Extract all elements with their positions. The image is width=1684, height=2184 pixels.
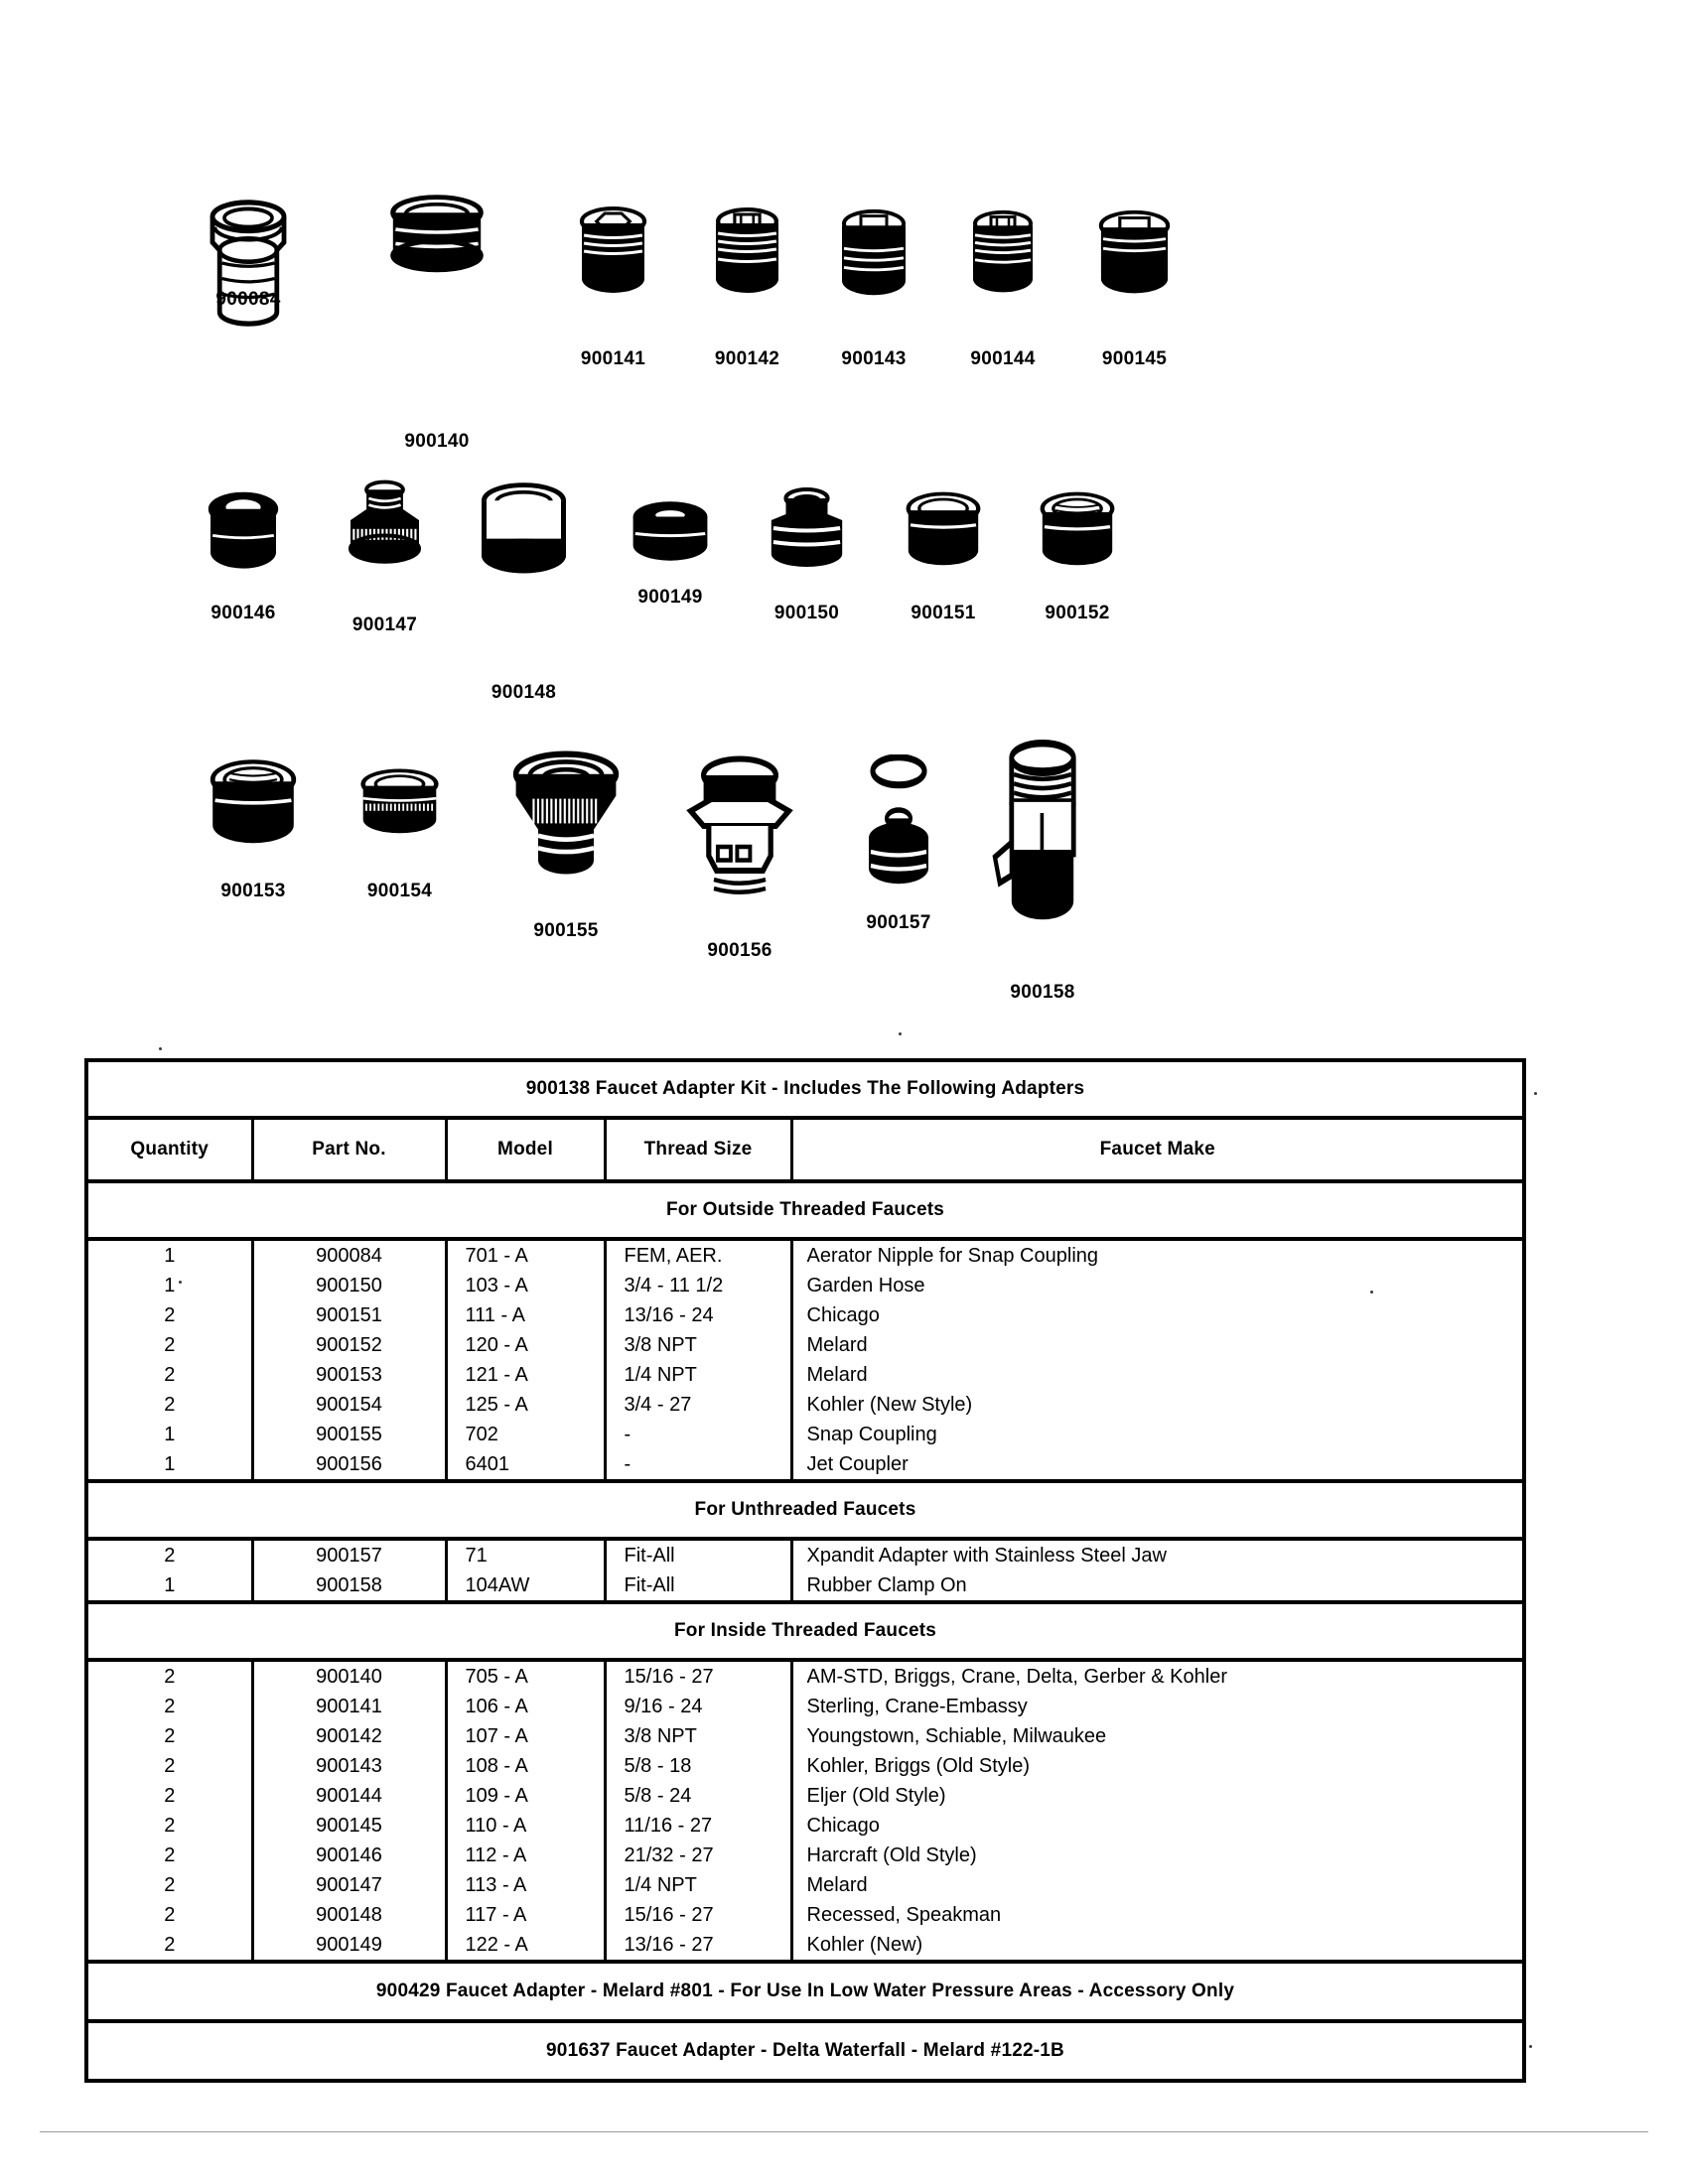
table-row: Sterling, Crane-Embassy bbox=[806, 1696, 1028, 1717]
tall-sleeve-with-washer-icon bbox=[462, 481, 586, 601]
part-number-label-900141: 900141 bbox=[580, 348, 646, 369]
part-number-label-900149: 900149 bbox=[637, 587, 703, 608]
column-header-faucet-make: Faucet Make bbox=[791, 1118, 1522, 1181]
table-row: 1 bbox=[164, 1574, 176, 1596]
table-row: Snap Coupling bbox=[806, 1424, 937, 1445]
wide-socket-adapter-icon bbox=[1082, 206, 1187, 302]
table-row: 109 - A bbox=[465, 1785, 528, 1807]
table-row: 900141 bbox=[316, 1696, 382, 1717]
table-row: Harcraft (Old Style) bbox=[806, 1844, 977, 1866]
column-cells-part-no bbox=[252, 1660, 446, 1962]
table-row: 2 bbox=[164, 1545, 176, 1567]
table-row: Aerator Nipple for Snap Coupling bbox=[806, 1245, 1099, 1267]
part-figure-900157 bbox=[849, 754, 948, 893]
parts-specification-table bbox=[84, 1058, 1526, 2083]
table-row: 2 bbox=[164, 1815, 176, 1837]
table-row: 900153 bbox=[316, 1364, 382, 1386]
scan-edge-artifact bbox=[40, 2131, 1648, 2132]
footer-note-1: 900429 Faucet Adapter - Melard #801 - For Use In Low Water Pressure Areas - Accessory Only bbox=[88, 1962, 1522, 2021]
section-heading: For Unthreaded Faucets bbox=[88, 1481, 1522, 1539]
part-figure-900155 bbox=[496, 750, 635, 903]
table-row: Melard bbox=[806, 1334, 868, 1356]
table-row: 9/16 - 24 bbox=[624, 1696, 703, 1717]
table-row: Kohler, Briggs (Old Style) bbox=[806, 1755, 1031, 1777]
table-row: FEM, AER. bbox=[624, 1245, 723, 1267]
table-row: 705 - A bbox=[465, 1666, 528, 1688]
part-figure-900150 bbox=[755, 484, 859, 584]
part-figure-900154 bbox=[343, 764, 457, 854]
column-cells-model bbox=[446, 1660, 605, 1962]
xpandit-adapter-with-oring-icon bbox=[849, 754, 948, 893]
table-row: Garden Hose bbox=[806, 1275, 925, 1297]
table-row: 900154 bbox=[316, 1394, 382, 1416]
table-row: 2 bbox=[164, 1666, 176, 1688]
part-figure-900142 bbox=[695, 204, 799, 303]
table-row: 111 - A bbox=[465, 1304, 525, 1326]
table-row: 2 bbox=[164, 1934, 176, 1956]
flat-ring-adapter-icon bbox=[616, 491, 725, 576]
table-row: 900146 bbox=[316, 1844, 382, 1866]
part-figure-900140 bbox=[372, 194, 501, 313]
section-rows-block bbox=[88, 1239, 1522, 1481]
part-number-label-900150: 900150 bbox=[773, 603, 840, 623]
table-row: 3/8 NPT bbox=[624, 1334, 697, 1356]
table-row: Melard bbox=[806, 1874, 868, 1896]
section-rows-block bbox=[88, 1660, 1522, 1962]
table-row: 5/8 - 24 bbox=[624, 1785, 692, 1807]
table-row: 15/16 - 27 bbox=[624, 1666, 714, 1688]
table-row: Chicago bbox=[806, 1304, 880, 1326]
column-cells-faucet-make bbox=[791, 1239, 1522, 1481]
part-figure-900158 bbox=[983, 740, 1102, 923]
table-row: 1 bbox=[164, 1275, 176, 1297]
table-row: 122 - A bbox=[465, 1934, 528, 1956]
table-row: - bbox=[624, 1424, 632, 1445]
part-number-label-900158: 900158 bbox=[1010, 982, 1075, 1003]
table-row: 21/32 - 27 bbox=[624, 1844, 714, 1866]
part-figure-900148 bbox=[462, 481, 586, 601]
table-row: Jet Coupler bbox=[806, 1453, 909, 1475]
column-cells-model bbox=[446, 1539, 605, 1602]
table-row: 2 bbox=[164, 1904, 176, 1926]
table-row: 900149 bbox=[316, 1934, 382, 1956]
column-header-row bbox=[88, 1118, 1522, 1181]
part-figure-900149 bbox=[616, 491, 725, 576]
part-number-label-900152: 900152 bbox=[1045, 603, 1110, 623]
table-row: 900084 bbox=[316, 1245, 382, 1267]
snap-coupling-body-icon bbox=[496, 750, 635, 903]
table-row: 125 - A bbox=[465, 1394, 528, 1416]
column-cells-model bbox=[446, 1239, 605, 1481]
table-row: Fit-All bbox=[624, 1574, 675, 1596]
table-row: 13/16 - 27 bbox=[624, 1934, 714, 1956]
table-row: 2 bbox=[164, 1874, 176, 1896]
ring-stack-with-washer-icon bbox=[372, 194, 501, 313]
part-figure-900152 bbox=[1023, 488, 1132, 580]
table-row: 1/4 NPT bbox=[624, 1874, 697, 1896]
scan-speck bbox=[159, 1047, 162, 1050]
table-row: 900155 bbox=[316, 1424, 382, 1445]
table-row: 2 bbox=[164, 1785, 176, 1807]
scan-speck bbox=[1534, 1092, 1537, 1095]
table-row: 1 bbox=[164, 1424, 176, 1445]
table-row: Chicago bbox=[806, 1815, 880, 1837]
table-row: Rubber Clamp On bbox=[806, 1574, 967, 1596]
table-row: 2 bbox=[164, 1364, 176, 1386]
part-figure-900153 bbox=[194, 754, 313, 859]
table-row: 900144 bbox=[316, 1785, 382, 1807]
table-row: Recessed, Speakman bbox=[806, 1904, 1002, 1926]
table-row: 2 bbox=[164, 1844, 176, 1866]
table-row: 900151 bbox=[316, 1304, 382, 1326]
table-row: 3/4 - 11 1/2 bbox=[624, 1275, 724, 1297]
table-row: Fit-All bbox=[624, 1545, 675, 1567]
footer-note-row bbox=[88, 1962, 1522, 2021]
table-row: 2 bbox=[164, 1755, 176, 1777]
table-row: 2 bbox=[164, 1394, 176, 1416]
wide-collar-adapter-icon bbox=[889, 488, 998, 580]
parts-illustration-plate bbox=[0, 0, 1684, 1032]
column-header-quantity: Quantity bbox=[88, 1118, 252, 1181]
column-header-part-no: Part No. bbox=[252, 1118, 446, 1181]
table-row: 3/8 NPT bbox=[624, 1725, 697, 1747]
section-heading-row bbox=[88, 1181, 1522, 1239]
part-number-label-900151: 900151 bbox=[911, 603, 976, 623]
column-cells-part-no bbox=[252, 1539, 446, 1602]
part-figure-900144 bbox=[953, 206, 1052, 302]
rubber-clamp-on-icon bbox=[983, 740, 1102, 923]
scan-speck bbox=[179, 1281, 182, 1284]
dark-socket-adapter-icon bbox=[824, 206, 923, 302]
table-row: 900158 bbox=[316, 1574, 382, 1596]
internal-thread-nut-icon bbox=[194, 754, 313, 859]
table-row: 900148 bbox=[316, 1904, 382, 1926]
table-row: 1 bbox=[164, 1453, 176, 1475]
part-number-label-900156: 900156 bbox=[707, 940, 772, 961]
table-row: 900152 bbox=[316, 1334, 382, 1356]
table-row: 103 - A bbox=[465, 1275, 528, 1297]
section-heading-row bbox=[88, 1602, 1522, 1660]
table-row: Xpandit Adapter with Stainless Steel Jaw bbox=[806, 1545, 1167, 1567]
table-row: 117 - A bbox=[465, 1904, 527, 1926]
table-row: 1/4 NPT bbox=[624, 1364, 697, 1386]
table-row: 121 - A bbox=[465, 1364, 528, 1386]
table-row: 107 - A bbox=[465, 1725, 528, 1747]
table-row: 120 - A bbox=[465, 1334, 528, 1356]
table-row: 900142 bbox=[316, 1725, 382, 1747]
column-cells-quantity bbox=[88, 1539, 252, 1602]
table-row: 11/16 - 27 bbox=[624, 1815, 713, 1837]
table-row: 71 bbox=[465, 1545, 488, 1567]
part-figure-900151 bbox=[889, 488, 998, 580]
column-cells-thread-size bbox=[605, 1239, 791, 1481]
section-heading: For Inside Threaded Faucets bbox=[88, 1602, 1522, 1660]
table-row: 701 - A bbox=[465, 1245, 528, 1267]
table-title-row bbox=[88, 1062, 1522, 1118]
table-row: Melard bbox=[806, 1364, 868, 1386]
column-cells-thread-size bbox=[605, 1660, 791, 1962]
column-cells-part-no bbox=[252, 1239, 446, 1481]
jet-coupler-body-icon bbox=[675, 754, 804, 903]
table-row: 112 - A bbox=[465, 1844, 527, 1866]
table-row: 108 - A bbox=[465, 1755, 528, 1777]
part-number-label-900146: 900146 bbox=[210, 603, 276, 623]
table-row: 5/8 - 18 bbox=[624, 1755, 692, 1777]
table-row: Kohler (New) bbox=[806, 1934, 923, 1956]
part-number-label-900153: 900153 bbox=[220, 881, 286, 901]
ribbed-socket-adapter-icon bbox=[953, 206, 1052, 302]
table-row: 900140 bbox=[316, 1666, 382, 1688]
column-cells-quantity bbox=[88, 1239, 252, 1481]
scan-speck bbox=[899, 1032, 902, 1035]
table-row: 2 bbox=[164, 1725, 176, 1747]
ribbed-socket-adapter-icon bbox=[695, 204, 799, 303]
table-row: 900156 bbox=[316, 1453, 382, 1475]
table-row: Kohler (New Style) bbox=[806, 1394, 973, 1416]
table-row: 900150 bbox=[316, 1275, 382, 1297]
part-number-label-900143: 900143 bbox=[841, 348, 907, 369]
footer-note-row bbox=[88, 2021, 1522, 2079]
table-row: 13/16 - 24 bbox=[624, 1304, 714, 1326]
part-figure-900146 bbox=[189, 486, 298, 581]
hex-socket-adapter-icon bbox=[561, 204, 665, 303]
table-row: - bbox=[624, 1453, 632, 1475]
knurled-ring-nut-icon bbox=[343, 764, 457, 854]
part-number-label-900155: 900155 bbox=[533, 920, 599, 941]
part-number-label-900148: 900148 bbox=[491, 682, 557, 703]
part-figure-900145 bbox=[1082, 206, 1187, 302]
stepped-hose-adapter-icon bbox=[755, 484, 859, 584]
section-heading-row bbox=[88, 1481, 1522, 1539]
column-header-thread-size: Thread Size bbox=[605, 1118, 791, 1181]
table-row: 2 bbox=[164, 1334, 176, 1356]
scan-speck bbox=[1370, 1291, 1373, 1294]
column-cells-faucet-make bbox=[791, 1660, 1522, 1962]
part-number-label-900147: 900147 bbox=[351, 614, 418, 635]
part-number-label-900084: 900084 bbox=[215, 289, 281, 310]
table-row: 900143 bbox=[316, 1755, 382, 1777]
part-number-label-900145: 900145 bbox=[1101, 348, 1168, 369]
table-row: Youngstown, Schiable, Milwaukee bbox=[806, 1725, 1107, 1747]
part-number-label-900144: 900144 bbox=[970, 348, 1036, 369]
table-row: 6401 bbox=[465, 1453, 509, 1475]
table-row: 15/16 - 27 bbox=[624, 1904, 714, 1926]
table-row: 3/4 - 27 bbox=[624, 1394, 692, 1416]
section-heading: For Outside Threaded Faucets bbox=[88, 1181, 1522, 1239]
section-rows-block bbox=[88, 1539, 1522, 1602]
part-number-label-900157: 900157 bbox=[866, 912, 931, 933]
table-row: 104AW bbox=[465, 1574, 530, 1596]
column-cells-thread-size bbox=[605, 1539, 791, 1602]
low-collar-bushing-icon bbox=[189, 486, 298, 581]
table-row: Eljer (Old Style) bbox=[806, 1785, 946, 1807]
part-figure-900141 bbox=[561, 204, 665, 303]
part-figure-900143 bbox=[824, 206, 923, 302]
table-row: 113 - A bbox=[465, 1874, 527, 1896]
table-row: 900147 bbox=[316, 1874, 382, 1896]
table-row: AM-STD, Briggs, Crane, Delta, Gerber & Kohler bbox=[806, 1666, 1227, 1688]
table-row: 110 - A bbox=[465, 1815, 527, 1837]
table-row: 2 bbox=[164, 1696, 176, 1717]
part-number-label-900142: 900142 bbox=[714, 348, 780, 369]
table-title: 900138 Faucet Adapter Kit - Includes The Following Adapters bbox=[88, 1062, 1522, 1118]
threaded-collar-adapter-icon bbox=[1023, 488, 1132, 580]
column-cells-quantity bbox=[88, 1660, 252, 1962]
table-row: 106 - A bbox=[465, 1696, 528, 1717]
column-cells-faucet-make bbox=[791, 1539, 1522, 1602]
part-number-label-900140: 900140 bbox=[404, 431, 470, 452]
part-number-label-900154: 900154 bbox=[366, 881, 433, 901]
table-row: 900157 bbox=[316, 1545, 382, 1567]
column-header-model: Model bbox=[446, 1118, 605, 1181]
table-row: 702 bbox=[465, 1424, 498, 1445]
part-figure-900147 bbox=[328, 477, 442, 586]
part-figure-900156 bbox=[675, 754, 804, 903]
footer-note-2: 901637 Faucet Adapter - Delta Waterfall - Melard #122-1B bbox=[88, 2021, 1522, 2079]
adapter-kit-table bbox=[88, 1062, 1522, 2079]
table-row: 900145 bbox=[316, 1815, 382, 1837]
scan-speck bbox=[1529, 2045, 1532, 2048]
table-row: 2 bbox=[164, 1304, 176, 1326]
knurled-stepped-adapter-icon bbox=[328, 477, 442, 586]
table-row: 1 bbox=[164, 1245, 176, 1267]
